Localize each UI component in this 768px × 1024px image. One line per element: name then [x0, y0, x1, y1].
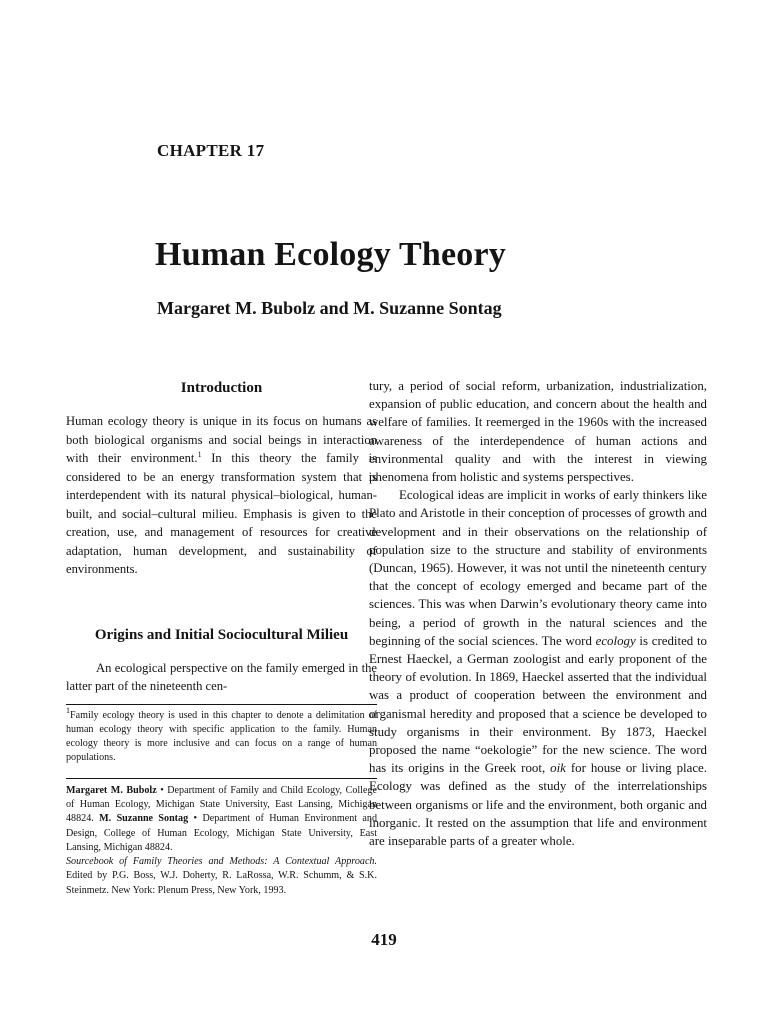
affiliation-author-1: Margaret M. Bubolz	[66, 784, 157, 796]
left-column	[66, 378, 377, 898]
footnote-reference: 1	[197, 450, 202, 459]
chapter-authors: Margaret M. Bubolz and M. Suzanne Sontag	[157, 298, 502, 318]
right-paragraph-1: tury, a period of social reform, urbanization, industrialization, expansion of public education, and concern about the health and welfare of families. It reemerged in the 1960s with the increased awareness of the interdependence of human actions and environmental quality and with the interest in viewing phenomena from holistic and systems perspectives.	[369, 379, 707, 485]
author-affiliations	[66, 784, 377, 855]
term-ecology: ecology	[595, 633, 636, 648]
origins-paragraph: An ecological perspective on the family emerged in the latter part of the nineteenth cen-	[66, 660, 377, 693]
right-column	[369, 377, 707, 850]
right-paragraph-2	[369, 486, 707, 850]
footnote	[66, 705, 377, 766]
affiliation-author-2: M. Suzanne Sontag	[99, 813, 189, 825]
introduction-text-part-2: In this theory the family is considered to be an energy transformation system that is interdependent with its natural physical–biological, human-built, and social–cultural milieu. Emphasis is given to the creation, use, and management of resources for creative adaptation, human development, and sustainability of environments.	[66, 451, 377, 576]
author-affiliations-block	[66, 778, 377, 898]
chapter-label: CHAPTER 17	[157, 141, 265, 160]
affiliation-text-1: • Department of Family and Child Ecology, College of Human Ecology, Michigan State University, East Lansing, Michigan 48824.	[66, 784, 377, 825]
source-book-title: Sourcebook of Family Theories and Methods: A Contextual Approach.	[66, 856, 377, 868]
introduction-paragraph	[66, 412, 377, 579]
page-number: 419	[371, 930, 397, 949]
footnote-text: Family ecology theory is used in this chapter to denote a delimitation of human ecology theory with specific application to the family. Human ecology theory is more inclusive and can focus on a range of human populations.	[66, 709, 377, 764]
footnote-mark: 1	[66, 705, 70, 715]
origins-heading: Origins and Initial Sociocultural Milieu	[94, 626, 349, 643]
term-oik: oik	[550, 761, 566, 776]
right-paragraph-2-text-a: Ecological ideas are implicit in works of early thinkers like Plato and Aristotle in their conception of processes of growth and development and in their observations on the relationship of population size to the structure and stability of environments (Duncan, 1965). However, it was not until the nineteenth century that the concept of ecology emerged and became part of the sciences. This was when Darwin’s evolutionary theory came into being, a period of growth in the natural sciences and the beginning of the social sciences. The word	[369, 488, 707, 648]
introduction-heading: Introduction	[180, 380, 263, 396]
footnote-divider	[66, 704, 377, 705]
chapter-title: Human Ecology Theory	[155, 236, 506, 273]
right-paragraph-2-text-b: is credited to Ernest Haeckel, a German zoologist and early proponent of the theory of evolution. In 1869, Haeckel asserted that the individual was a product of cooperation between the environment and organismal heredity and proposed that a science be developed to study organisms in their environment. By 1873, Haeckel proposed the name “oekologie” for the new science. The word has its origins in the Greek root,	[369, 633, 707, 776]
right-paragraph-2-text-c: for house or living place. Ecology was defined as the study of the interrelationships between organisms or life and the environment, both organic and inorganic. It rested on the assumption that life and environment are inseparable parts of a greater whole.	[369, 761, 707, 849]
affiliation-text-2: • Department of Human Environment and Design, College of Human Ecology, Michigan State University, East Lansing, Michigan 48824.	[66, 813, 378, 853]
source-citation	[66, 855, 377, 898]
affiliation-divider	[66, 778, 377, 779]
source-details: Edited by P.G. Boss, W.J. Doherty, R. LaRossa, W.R. Schumm, & S.K. Steinmetz. New York: Plenum Press, New York, 1993.	[66, 870, 377, 896]
introduction-text-part-1: Human ecology theory is unique in its focus on humans as both biological organisms and social beings in interaction with their environment.	[66, 414, 377, 465]
